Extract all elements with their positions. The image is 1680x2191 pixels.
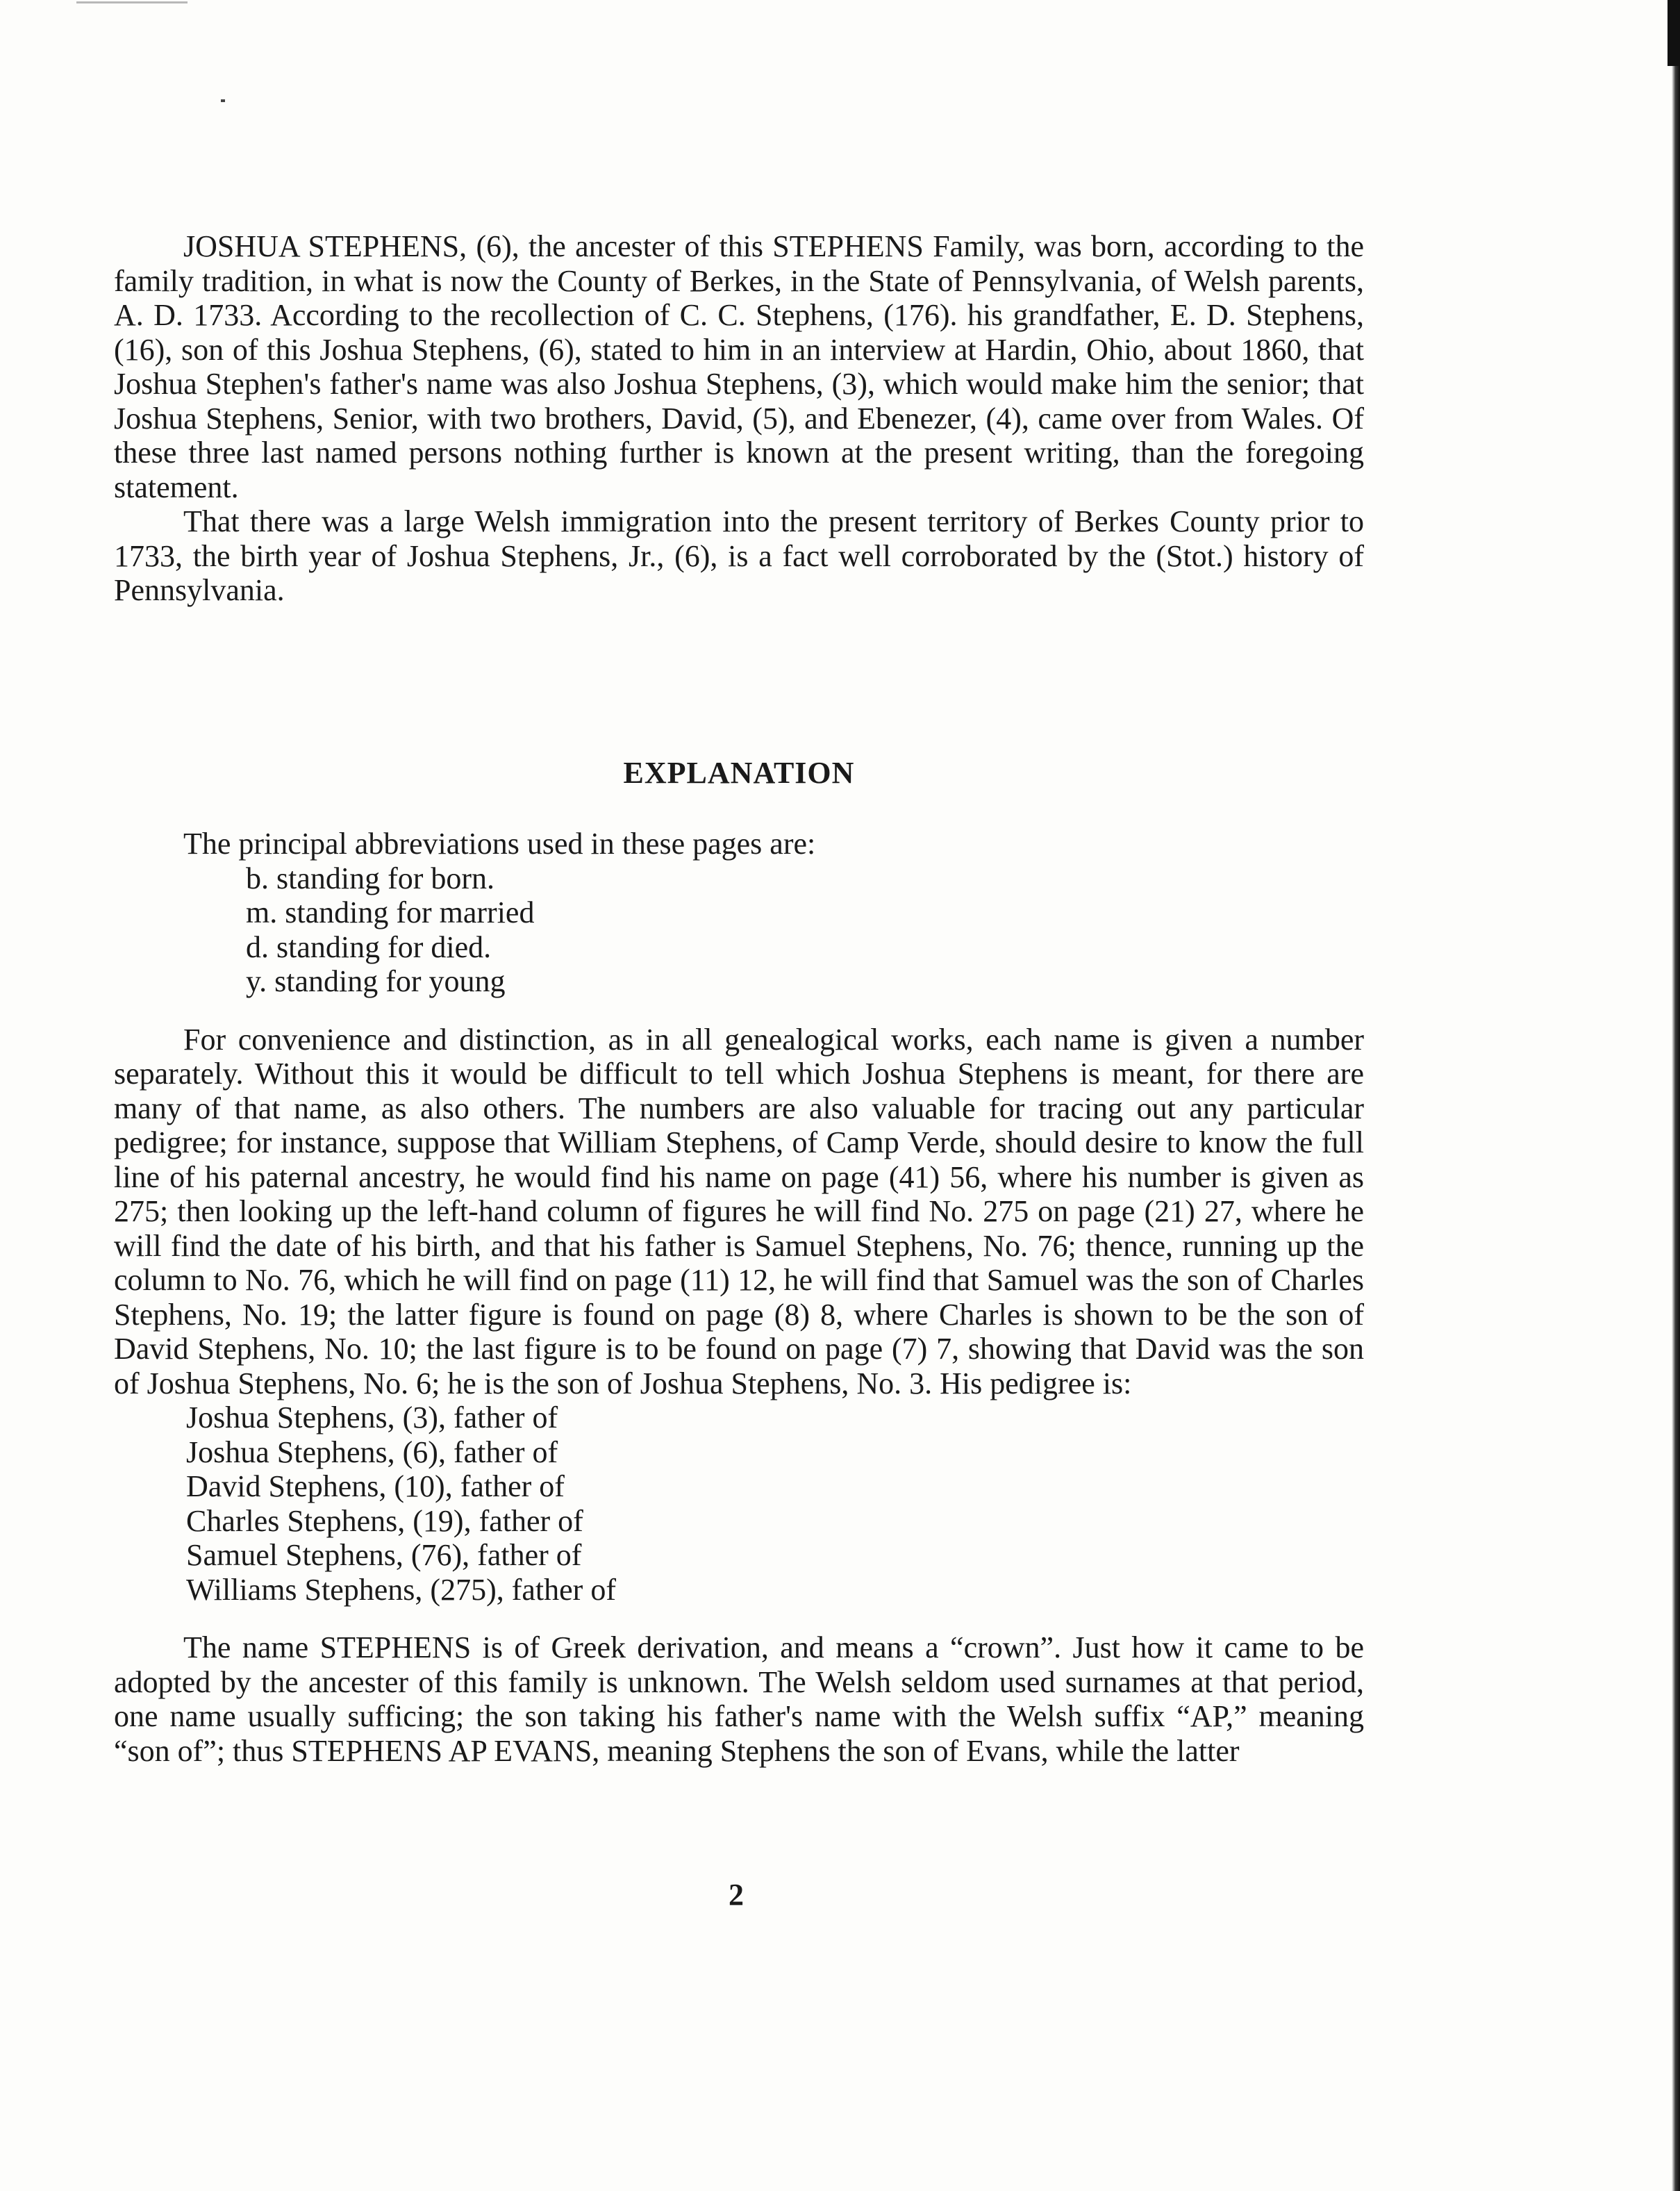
abbreviation-item: b. standing for born. <box>246 861 495 895</box>
pedigree-item: Joshua Stephens, (6), father of <box>186 1435 558 1469</box>
section-heading: EXPLANATION <box>623 756 855 790</box>
pedigree-item: Charles Stephens, (19), father of <box>186 1503 583 1538</box>
page-number: 2 <box>729 1878 744 1912</box>
abbreviation-item: y. standing for young <box>246 964 506 998</box>
intro-section <box>114 229 1364 608</box>
pedigree-item: Williams Stephens, (275), father of <box>186 1572 616 1607</box>
scan-speck <box>221 99 225 102</box>
abbreviations-intro: The principal abbreviations used in these pages are: <box>183 827 816 861</box>
scan-artifact-line <box>76 1 188 3</box>
abbreviation-item: m. standing for married <box>246 895 535 929</box>
pedigree-item: Samuel Stephens, (76), father of <box>186 1538 582 1572</box>
paragraph-numbering: For convenience and distinction, as in all genealogical works, each name is given a number separately. Without this it would be difficult to tell which Joshua Stephens is meant, for there are many of that name, as also others. The numbers are also valuable for tracing out any particular pedigree; for instance, suppose that William Stephens, of Camp Verde, should desire to know the full line of his paternal ancestry, he would find his name on page (41) 56, where his number is given as 275; then looking up the left-hand column of figures he will find No. 275 on page (21) 27, where he will find the date of his birth, and that his father is Samuel Stephens, No. 76; thence, running up the column to No. 76, which he will find on page (11) 12, he will find that Samuel was the son of Charles Stephens, No. 19; the latter figure is found on page (8) 8, where Charles is shown to be the son of David Stephens, No. 10; the last figure is to be found on page (7) 7, showing that David was the son of Joshua Stephens, No. 6; he is the son of Joshua Stephens, No. 3. His pedigree is: <box>114 1022 1364 1400</box>
abbreviation-item: d. standing for died. <box>246 929 492 964</box>
explanation-section <box>114 827 1364 1768</box>
page-edge-shadow <box>1672 0 1680 2191</box>
pedigree-list <box>186 1400 1364 1607</box>
page-edge-tab <box>1667 0 1680 66</box>
pedigree-item: David Stephens, (10), father of <box>186 1469 565 1503</box>
pedigree-item: Joshua Stephens, (3), father of <box>186 1400 558 1435</box>
paragraph-name-origin: The name STEPHENS is of Greek derivation, and means a “crown”. Just how it came to be adopted by the ancester of this family is unknown. The Welsh seldom used surnames at that period, one name usually sufficing; the son taking his father's name with the Welsh suffix “AP,” meaning “son of”; thus STEPHENS AP EVANS, meaning Stephens the son of Evans, while the latter <box>114 1630 1364 1768</box>
abbreviation-list <box>246 861 1364 999</box>
paragraph-immigration: That there was a large Welsh immigration into the present territory of Berkes County prior to 1733, the birth year of Joshua Stephens, Jr., (6), is a fact well corroborated by the (Stot.) history of Pennsylvania. <box>114 504 1364 607</box>
paragraph-ancestry: JOSHUA STEPHENS, (6), the ancester of this STEPHENS Family, was born, according to the family tradition, in what is now the County of Berkes, in the State of Pennsylvania, of Welsh parents, A. D. 1733. According to the recollection of C. C. Stephens, (176). his grandfather, E. D. Stephens, (16), son of this Joshua Stephens, (6), stated to him in an interview at Hardin, Ohio, about 1860, that Joshua Stephen's father's name was also Joshua Stephens, (3), which would make him the senior; that Joshua Stephens, Senior, with two brothers, David, (5), and Ebenezer, (4), came over from Wales. Of these three last named persons nothing further is known at the present writing, than the foregoing statement. <box>114 229 1364 504</box>
